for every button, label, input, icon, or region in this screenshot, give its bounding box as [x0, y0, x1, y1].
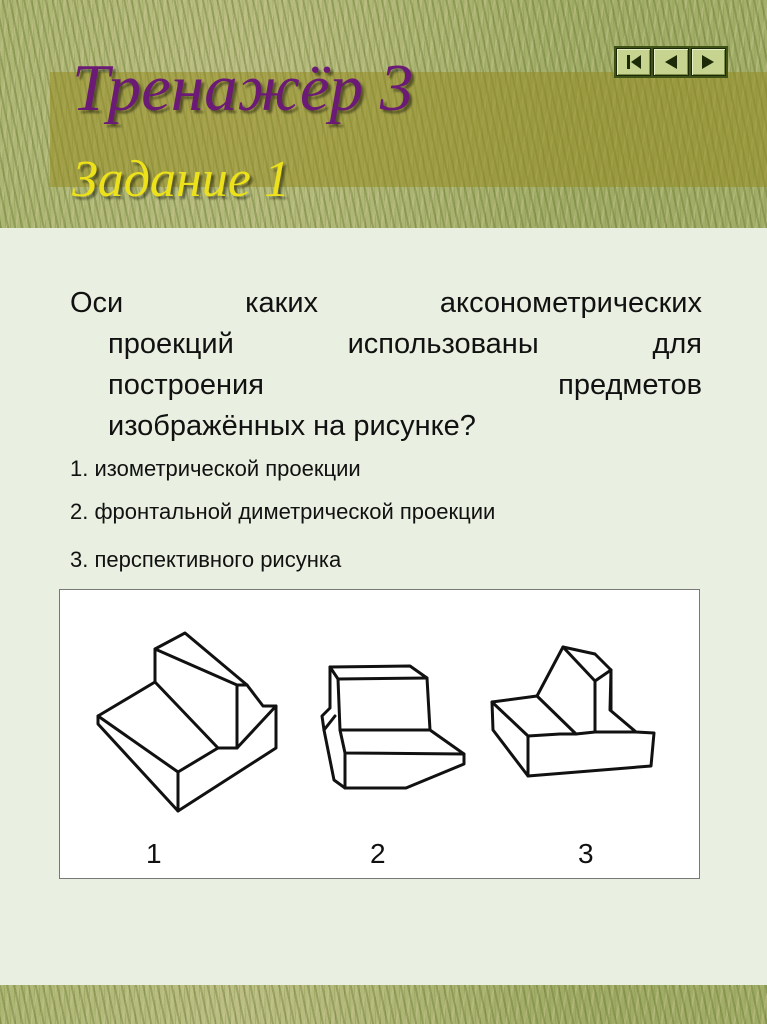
question-line	[70, 406, 702, 447]
slide-subtitle: Задание 1	[72, 151, 290, 208]
question-word: предметов	[558, 369, 702, 401]
question-word: аксонометрических	[439, 287, 702, 319]
question-line	[70, 324, 702, 365]
next-slide-button[interactable]	[691, 48, 726, 76]
question-word: построения	[108, 369, 264, 401]
question-line	[70, 283, 702, 324]
first-slide-button[interactable]	[616, 48, 651, 76]
figure-label-2: 2	[370, 838, 386, 869]
question-word: Оси	[70, 287, 124, 319]
question-line	[70, 365, 702, 406]
answer-option-2[interactable]: 2. фронтальной диметрической проекции	[70, 499, 496, 524]
grass-footer-background	[0, 985, 767, 1024]
frontal-dimetric-object	[322, 666, 464, 788]
figure-label-3: 3	[578, 838, 594, 869]
question-word: каких	[245, 287, 319, 319]
question-word: для	[652, 328, 702, 360]
slide-title: Тренажёр 3	[72, 51, 414, 125]
question-word: использованы	[347, 328, 539, 360]
answer-option-1[interactable]: 1. изометрической проекции	[70, 456, 361, 481]
answer-option-3[interactable]: 3. перспективного рисунка	[70, 547, 342, 572]
question-word: изображённых на рисунке?	[108, 410, 476, 442]
figure-panel	[59, 589, 700, 879]
question-text	[70, 283, 702, 447]
slide-navigation	[614, 46, 728, 78]
isometric-object	[98, 633, 276, 811]
figure-label-1: 1	[146, 838, 162, 869]
question-word: проекций	[108, 328, 234, 360]
previous-slide-button[interactable]	[653, 48, 688, 76]
play-left-icon	[659, 52, 683, 72]
skip-first-icon	[622, 52, 646, 72]
play-right-icon	[696, 52, 720, 72]
perspective-object	[492, 647, 654, 776]
